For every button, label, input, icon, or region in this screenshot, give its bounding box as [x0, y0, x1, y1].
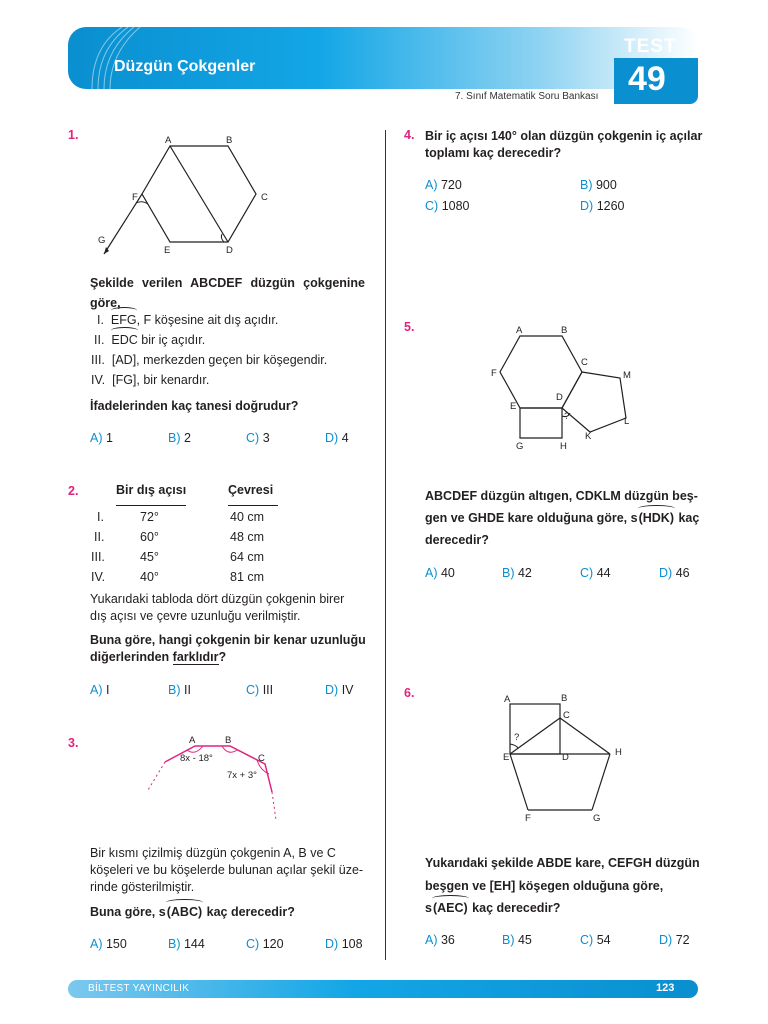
q5-unknown-angle: ?	[564, 411, 570, 422]
q1-item-4: IV. [FG], bir kenardır.	[91, 373, 210, 387]
q2-row-1-perimeter: 40 cm	[230, 510, 265, 524]
q2-col-perimeter: Çevresi	[228, 483, 274, 497]
q5-label-e: E	[510, 401, 517, 412]
q1-figure	[90, 130, 290, 260]
q4-question-2: toplamı kaç derecedir?	[425, 146, 562, 160]
page-number: 123	[656, 982, 675, 994]
q5-label-d: D	[556, 392, 563, 403]
q1-label-g: G	[98, 235, 106, 246]
q3-label-b: B	[225, 735, 232, 746]
q2-text-2: dış açısı ve çevre uzunluğu verilmiştir.	[90, 609, 301, 623]
q6-label-a: A	[504, 694, 511, 705]
q1-option-a[interactable]: A) 1	[90, 431, 113, 445]
q5-option-b[interactable]: B) 42	[502, 566, 532, 580]
q6-label-b: B	[561, 693, 568, 704]
q5-label-b: B	[561, 325, 568, 336]
q2-row-2-perimeter: 48 cm	[230, 530, 265, 544]
q1-label-b: B	[226, 135, 233, 146]
q6-option-b[interactable]: B) 45	[502, 933, 532, 947]
q2-option-d[interactable]: D) IV	[325, 683, 354, 697]
q3-label-a: A	[189, 735, 196, 746]
q2-number: 2.	[68, 484, 79, 498]
q1-item-3: III. [AD], merkezden geçen bir köşegendir.	[91, 353, 328, 367]
q6-text-3: s(AEC) kaç derecedir?	[425, 898, 560, 918]
q3-option-a[interactable]: A) 150	[90, 937, 127, 951]
test-number: 49	[628, 60, 666, 98]
q1-question: İfadelerinden kaç tanesi doğrudur?	[90, 399, 299, 413]
q5-option-d[interactable]: D) 46	[659, 566, 690, 580]
q2-row-2: II.	[94, 530, 105, 544]
q2-row-3: III.	[91, 550, 105, 564]
q3-question: Buna göre, s(ABC) kaç derecedir?	[90, 902, 295, 922]
q6-number: 6.	[404, 686, 415, 700]
q3-option-b[interactable]: B) 144	[168, 937, 205, 951]
q2-row-3-perimeter: 64 cm	[230, 550, 265, 564]
test-label: TEST	[624, 36, 677, 57]
q3-number: 3.	[68, 736, 79, 750]
publisher-name: BİLTEST YAYINCILIK	[88, 983, 190, 994]
q3-angle-2: 7x + 3°	[227, 770, 257, 781]
q2-option-c[interactable]: C) III	[246, 683, 274, 697]
q6-label-g: G	[593, 813, 601, 824]
q5-label-f: F	[491, 368, 497, 379]
q5-label-l: L	[624, 416, 630, 427]
q5-label-a: A	[516, 325, 523, 336]
q3-text-1: Bir kısmı çizilmiş düzgün çokgenin A, B ve C	[90, 846, 336, 860]
q1-item-2: II. EDC bir iç açıdır.	[94, 330, 205, 350]
q6-label-h: H	[615, 747, 622, 758]
q2-col-exterior-angle: Bir dış açısı	[116, 483, 187, 497]
q1-label-c: C	[261, 192, 268, 203]
q3-option-c[interactable]: C) 120	[246, 937, 284, 951]
q5-text-3: derecedir?	[425, 533, 489, 547]
page-title: Düzgün Çokgenler	[114, 58, 256, 75]
q1-label-f: F	[132, 192, 138, 203]
q1-item-1: I. EFG, F köşesine ait dış açıdır.	[97, 310, 278, 330]
q2-text-1: Yukarıdaki tabloda dört düzgün çokgenin birer	[90, 592, 345, 606]
q1-label-d: D	[226, 245, 233, 256]
q2-option-a[interactable]: A) I	[90, 683, 110, 697]
q6-option-a[interactable]: A) 36	[425, 933, 455, 947]
q6-option-d[interactable]: D) 72	[659, 933, 690, 947]
q4-option-a[interactable]: A) 720	[425, 178, 462, 192]
q6-figure	[498, 690, 638, 825]
q5-label-h: H	[560, 441, 567, 452]
q3-label-c: C	[258, 753, 265, 764]
q6-label-f: F	[525, 813, 531, 824]
q5-option-c[interactable]: C) 44	[580, 566, 611, 580]
q6-label-d: D	[562, 752, 569, 763]
q1-label-a: A	[165, 135, 172, 146]
q4-option-c[interactable]: C) 1080	[425, 199, 470, 213]
q5-text-1: ABCDEF düzgün altıgen, CDKLM düzgün beş-	[425, 489, 698, 503]
q1-option-b[interactable]: B) 2	[168, 431, 191, 445]
q2-row-4-angle: 40°	[140, 570, 159, 584]
q1-number: 1.	[68, 128, 79, 142]
q6-label-c: C	[563, 710, 570, 721]
q2-question-1: Buna göre, hangi çokgenin bir kenar uzunluğu	[90, 633, 366, 647]
q6-label-e: E	[503, 752, 510, 763]
q6-option-c[interactable]: C) 54	[580, 933, 611, 947]
q5-label-g: G	[516, 441, 524, 452]
q2-question-2: diğerlerinden farklıdır?	[90, 650, 227, 664]
q3-figure	[140, 730, 290, 820]
q5-option-a[interactable]: A) 40	[425, 566, 455, 580]
q2-row-3-angle: 45°	[140, 550, 159, 564]
q2-row-1: I.	[97, 510, 104, 524]
q1-option-c[interactable]: C) 3	[246, 431, 270, 445]
q1-stem: Şekilde verilen ABCDEF düzgün çokgenine göre,	[90, 276, 365, 310]
q6-text-1: Yukarıdaki şekilde ABDE kare, CEFGH düzgün	[425, 856, 700, 870]
q2-row-4: IV.	[91, 570, 106, 584]
q5-number: 5.	[404, 320, 415, 334]
q6-unknown-angle: ?	[514, 732, 520, 743]
q3-text-2: köşeleri ve bu köşelerde bulunan açılar şekil üze-	[90, 863, 364, 877]
subtitle: 7. Sınıf Matematik Soru Bankası	[455, 91, 599, 102]
q1-option-d[interactable]: D) 4	[325, 431, 349, 445]
q2-col1-underline	[116, 505, 186, 506]
q5-figure	[480, 320, 650, 455]
q3-angle-1: 8x - 18°	[180, 753, 213, 764]
q4-option-b[interactable]: B) 900	[580, 178, 617, 192]
q2-row-1-angle: 72°	[140, 510, 159, 524]
q5-label-m: M	[623, 370, 631, 381]
q2-option-b[interactable]: B) II	[168, 683, 191, 697]
q4-question-1: Bir iç açısı 140° olan düzgün çokgenin iç açılar	[425, 129, 703, 143]
q2-row-4-perimeter: 81 cm	[230, 570, 265, 584]
q4-number: 4.	[404, 128, 415, 142]
q6-text-2: beşgen ve [EH] köşegen olduğuna göre,	[425, 879, 664, 893]
q3-text-3: rinde gösterilmiştir.	[90, 880, 195, 894]
column-divider	[385, 130, 386, 960]
q2-row-2-angle: 60°	[140, 530, 159, 544]
q2-col2-underline	[228, 505, 278, 506]
q3-option-d[interactable]: D) 108	[325, 937, 363, 951]
q5-text-2: gen ve GHDE kare olduğuna göre, s(HDK) kaç	[425, 508, 699, 528]
q1-label-e: E	[164, 245, 171, 256]
q5-label-k: K	[585, 431, 592, 442]
q5-label-c: C	[581, 357, 588, 368]
q4-option-d[interactable]: D) 1260	[580, 199, 625, 213]
